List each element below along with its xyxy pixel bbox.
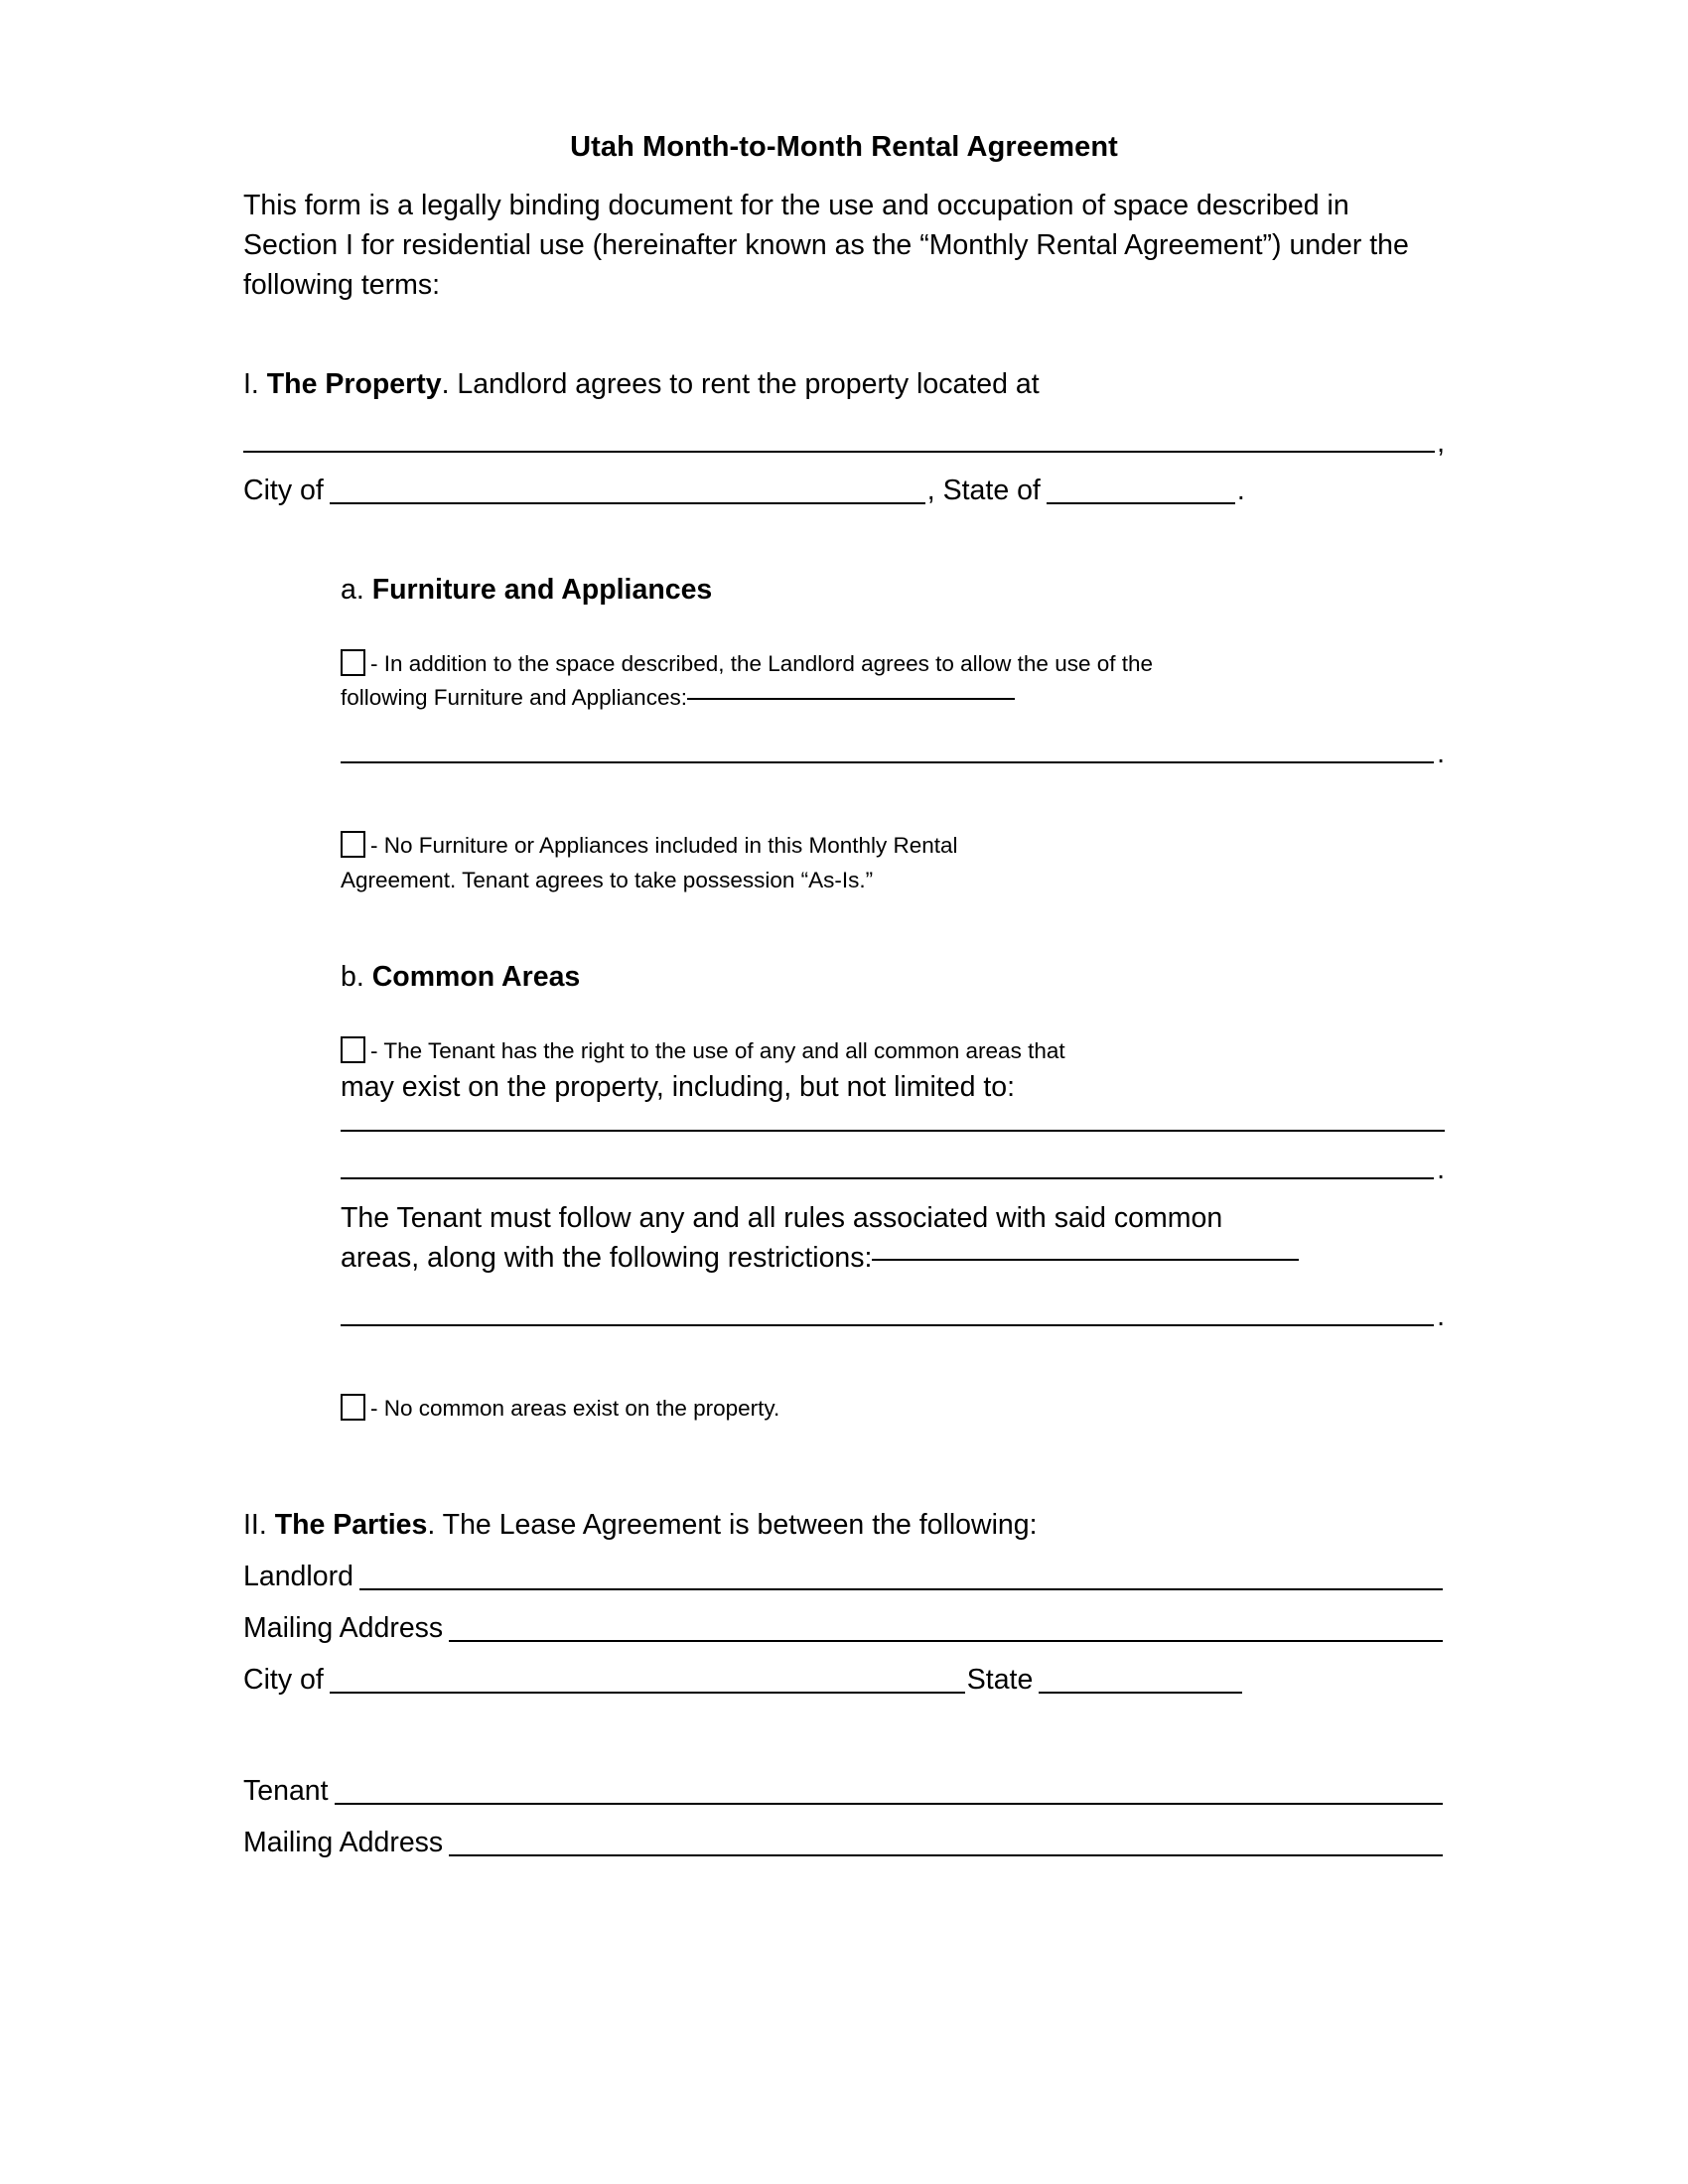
property-state-label: , State of — [926, 474, 1041, 506]
checkbox-icon[interactable] — [341, 649, 365, 676]
property-city-blank[interactable] — [330, 502, 925, 504]
common-areas-option-none-line1: - No common areas exist on the property. — [370, 1395, 780, 1421]
landlord-city-label: City of — [243, 1664, 324, 1697]
subsection-b-letter: b. — [341, 960, 364, 993]
section-i-lead: . Landlord agrees to rent the property located at — [441, 367, 1040, 400]
checkbox-icon[interactable] — [341, 831, 365, 858]
checkbox-icon[interactable] — [341, 1036, 365, 1063]
common-areas-restrictions-inline-blank[interactable] — [872, 1259, 1299, 1261]
common-areas-rules-line2: areas, along with the following restrictions: — [341, 1242, 873, 1275]
furniture-option-included-line2: following Furniture and Appliances: — [341, 685, 687, 711]
tenant-input-blank[interactable] — [335, 1803, 1443, 1805]
landlord-city-state-row[interactable] — [243, 1661, 1445, 1701]
property-state-period: . — [1236, 474, 1245, 506]
section-ii-numeral: II. — [243, 1509, 267, 1542]
common-areas-blank-2[interactable] — [341, 1177, 1434, 1179]
subsection-a-title: Furniture and Appliances — [371, 573, 713, 606]
landlord-mailing-address-row[interactable] — [243, 1609, 1445, 1649]
intro-paragraph: This form is a legally binding document for the use and occupation of space described in Section I for residential use (hereinafter known as the “Monthly Rental Agreement”) under the following terms: — [243, 190, 1409, 302]
common-areas-option-exists-line2: may exist on the property, including, but not limited to: — [341, 1071, 1016, 1104]
furniture-option-none-line1: - No Furniture or Appliances included in this Monthly Rental — [370, 833, 958, 859]
section-i-numeral: I. — [243, 367, 259, 400]
furniture-list-inline-blank[interactable] — [687, 698, 1015, 700]
property-address-line[interactable] — [243, 427, 1445, 460]
furniture-option-included[interactable] — [341, 648, 1445, 681]
subsection-furniture-appliances — [341, 571, 1445, 1426]
common-areas-restrictions-blank-line[interactable] — [341, 1300, 1445, 1333]
page-title: Utah Month-to-Month Rental Agreement — [570, 131, 1118, 163]
landlord-state-blank[interactable] — [1039, 1692, 1242, 1694]
common-areas-blank-line-2[interactable] — [341, 1154, 1445, 1186]
furniture-list-blank[interactable] — [341, 761, 1434, 763]
common-areas-rules-line1: The Tenant must follow any and all rules associated with said common — [341, 1201, 1223, 1234]
section-i-title: The Property — [266, 367, 442, 400]
landlord-mailing-address-label: Mailing Address — [243, 1612, 444, 1645]
common-areas-restrictions-blank[interactable] — [341, 1324, 1434, 1326]
tenant-label: Tenant — [243, 1774, 329, 1807]
tenant-mailing-address-label: Mailing Address — [243, 1826, 444, 1858]
furniture-option-included-line2-row[interactable] — [341, 680, 1445, 716]
property-city-label: City of — [243, 474, 324, 506]
furniture-option-none-line2: Agreement. Tenant agrees to take possession “As-Is.” — [341, 867, 874, 892]
section-i-heading — [243, 365, 1445, 405]
section-ii-title: The Parties — [274, 1509, 428, 1542]
furniture-list-period: . — [1437, 738, 1445, 770]
furniture-option-included-line1: - In addition to the space described, the Landlord agrees to allow the use of the — [370, 650, 1154, 676]
subsection-a-letter: a. — [341, 573, 364, 606]
furniture-list-blank-line[interactable] — [341, 738, 1445, 770]
common-areas-option-none[interactable] — [341, 1393, 1445, 1426]
property-address-blank[interactable] — [243, 451, 1435, 453]
furniture-option-none[interactable] — [341, 830, 1445, 863]
section-ii-lead: . The Lease Agreement is between the following: — [427, 1509, 1038, 1542]
common-areas-rules-line2-row[interactable] — [341, 1238, 1445, 1278]
tenant-mailing-address-blank[interactable] — [449, 1854, 1443, 1856]
common-areas-period: . — [1437, 1153, 1445, 1185]
checkbox-icon[interactable] — [341, 1394, 365, 1421]
property-state-blank[interactable] — [1047, 502, 1235, 504]
tenant-mailing-address-row[interactable] — [243, 1824, 1445, 1863]
document-content — [243, 129, 1445, 1863]
common-areas-option-exists-line1: - The Tenant has the right to the use of any and all common areas that — [370, 1037, 1065, 1063]
landlord-city-blank[interactable] — [330, 1692, 965, 1694]
section-ii-heading — [243, 1506, 1445, 1546]
landlord-state-label: State — [966, 1664, 1034, 1697]
property-address-comma: , — [1437, 426, 1445, 459]
common-areas-restrictions-period: . — [1437, 1299, 1445, 1332]
landlord-input-blank[interactable] — [359, 1588, 1443, 1590]
landlord-mailing-address-blank[interactable] — [449, 1640, 1443, 1642]
subsection-b-heading — [341, 958, 1445, 998]
common-areas-option-exists[interactable] — [341, 1035, 1445, 1068]
property-city-state-line[interactable] — [243, 472, 1445, 511]
subsection-b-title: Common Areas — [371, 960, 581, 993]
tenant-field-row[interactable] — [243, 1772, 1445, 1812]
landlord-label: Landlord — [243, 1561, 353, 1593]
subsection-a-heading — [341, 571, 1445, 611]
landlord-field-row[interactable] — [243, 1558, 1445, 1597]
